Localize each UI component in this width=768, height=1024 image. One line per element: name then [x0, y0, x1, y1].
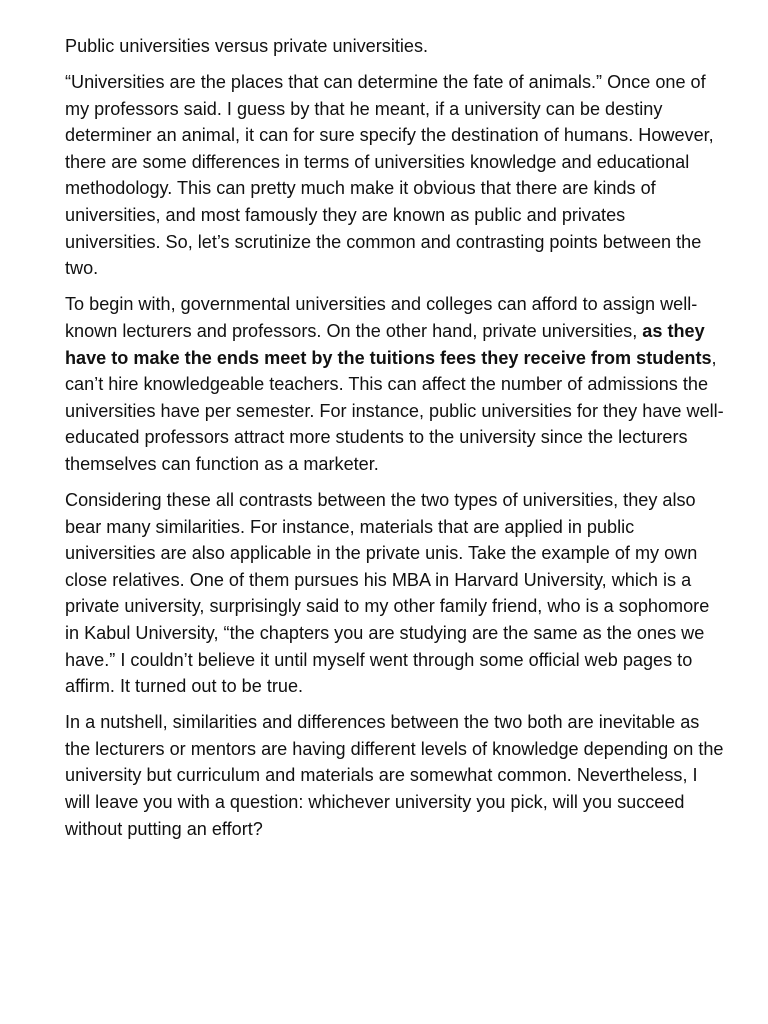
document-body: [65, 33, 725, 852]
paragraph-conclusion: In a nutshell, similarities and differences between the two both are inevitable as the lecturers or mentors are having different levels of knowledge depending on the university but curriculum and materials are somewhat common. Nevertheless, I will leave you with a question: whichever university you pick, will you succeed without putting an effort?: [65, 712, 724, 839]
paragraph-contrasts: [65, 291, 725, 477]
paragraph-contrasts-text-before-bold: To begin with, governmental universities and colleges can afford to assign well-known lecturers and professors. On the other hand, private universities,: [65, 294, 698, 341]
paragraph-contrasts-text-after-bold: , can’t hire knowledgeable teachers. This can affect the number of admissions the universities have per semester. For instance, public universities for they have well-educated professors attract more students to the university since the lecturers themselves can function as a marketer.: [65, 347, 724, 474]
paragraph-contrasts-bold-text: as they have to make the ends meet by the tuitions fees they receive from students: [65, 320, 712, 368]
paragraph-similarities: Considering these all contrasts between the two types of universities, they also bear many similarities. For instance, materials that are applied in public universities are also applicable in the private unis. Take the example of my own close relatives. One of them pursues his MBA in Harvard University, which is a private university, surprisingly said to my other family friend, who is a sophomore in Kabul University, “the chapters you are studying are the same as the ones we have.” I couldn’t believe it until myself went through some official web pages to affirm. It turned out to be true.: [65, 490, 710, 697]
document-title: Public universities versus private universities.: [65, 36, 429, 56]
paragraph-introduction: “Universities are the places that can determine the fate of animals.” Once one of my professors said. I guess by that he meant, if a university can be destiny determiner an animal, it can for sure specify the destination of humans. However, there are some differences in terms of universities knowledge and educational methodology. This can pretty much make it obvious that there are kinds of universities, and most famously they are known as public and privates universities. So, let’s scrutinize the common and contrasting points between the two.: [65, 72, 714, 279]
